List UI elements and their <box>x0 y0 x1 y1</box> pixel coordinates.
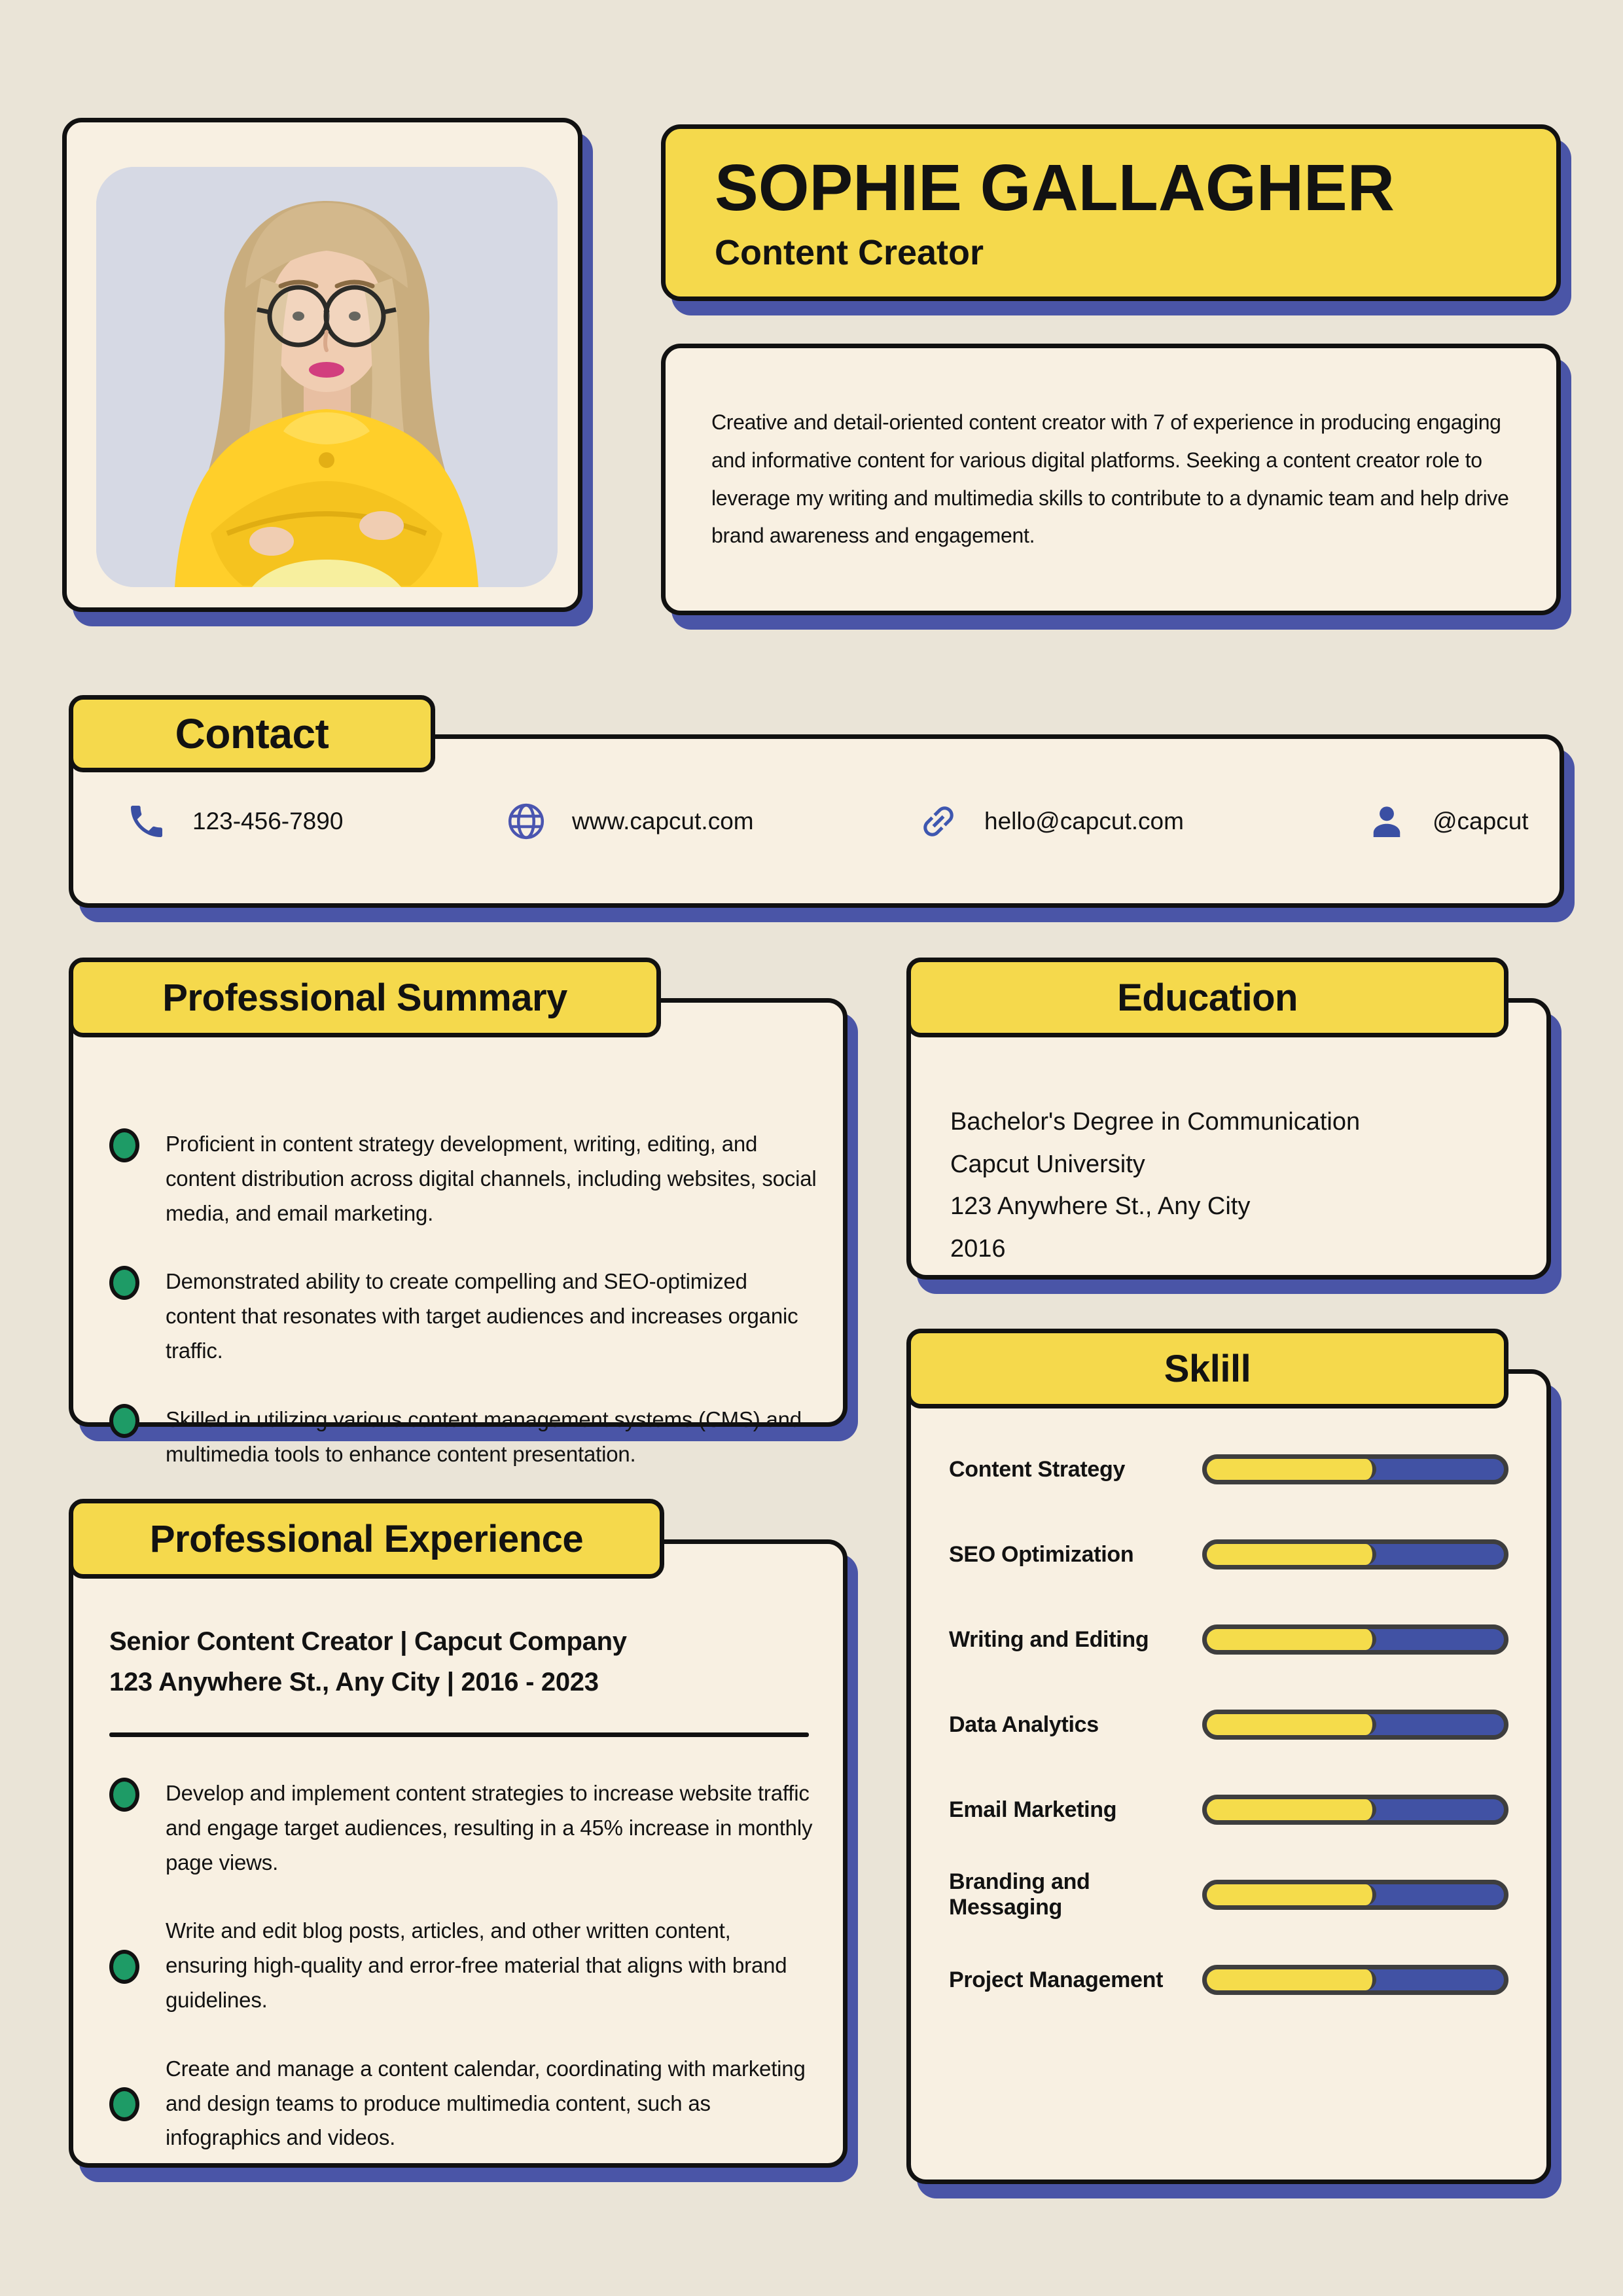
bullet-icon <box>109 1778 139 1812</box>
experience-heading: Professional Experience <box>149 1517 584 1560</box>
list-item <box>109 2052 817 2155</box>
contact-heading: Contact <box>175 710 329 757</box>
person-name: SOPHIE GALLAGHER <box>715 151 1395 224</box>
skills-tab <box>906 1329 1508 1408</box>
skill-label: Content Strategy <box>949 1456 1126 1482</box>
list-item <box>109 1403 817 1472</box>
skill-row <box>949 1869 1508 1920</box>
skill-bar-fill <box>1207 1459 1376 1480</box>
skill-label: Data Analytics <box>949 1712 1099 1737</box>
skill-row <box>949 1624 1508 1655</box>
skill-row <box>949 1709 1508 1740</box>
person-title: Content Creator <box>715 233 984 272</box>
bullet-text: Write and edit blog posts, articles, and other written content, ensuring high-quality and error-free material that aligns with brand guidelines. <box>166 1918 787 2012</box>
portrait-illustration <box>96 167 558 587</box>
professional-summary-heading: Professional Summary <box>162 976 567 1019</box>
contact-tab <box>69 695 435 772</box>
professional-summary-card <box>69 998 847 1466</box>
skill-label: Branding and Messaging <box>949 1869 1090 1920</box>
user-icon <box>1366 800 1408 842</box>
list-item <box>109 1914 817 2017</box>
name-banner <box>661 124 1561 301</box>
skill-label: SEO Optimization <box>949 1541 1134 1567</box>
education-address: 123 Anywhere St., Any City <box>950 1193 1251 1221</box>
education-degree: Bachelor's Degree in Communication <box>950 1108 1361 1136</box>
skill-bar-fill <box>1207 1629 1376 1650</box>
professional-summary-tab <box>69 958 661 1037</box>
website-value: www.capcut.com <box>572 807 754 834</box>
skill-row <box>949 1539 1508 1570</box>
divider <box>109 1732 809 1737</box>
skill-label: Email Marketing <box>949 1797 1117 1822</box>
contact-item-email <box>918 800 1184 842</box>
email-value: hello@capcut.com <box>984 807 1184 834</box>
education-school: Capcut University <box>950 1150 1145 1178</box>
experience-role: Senior Content Creator | Capcut Company <box>109 1627 627 1656</box>
skill-bar-fill <box>1207 1884 1376 1905</box>
list-item <box>109 1127 817 1230</box>
education-card <box>906 998 1551 1280</box>
skill-bar <box>1202 1710 1508 1740</box>
skill-bar <box>1202 1624 1508 1655</box>
contact-item-website <box>505 800 754 842</box>
skill-row <box>949 1454 1508 1485</box>
skills-card <box>906 1369 1551 2184</box>
phone-icon <box>126 800 168 842</box>
link-icon <box>918 800 959 842</box>
skill-bar-fill <box>1207 1799 1376 1820</box>
bullet-icon <box>109 2087 139 2121</box>
contact-item-social <box>1366 800 1529 842</box>
skills-heading: Sklill <box>1164 1347 1251 1390</box>
bullet-text: Develop and implement content strategies to increase website traffic and engage target audiences, resulting in a 45% increase in monthly page views. <box>166 1781 813 1874</box>
skill-bar-fill <box>1207 1714 1376 1735</box>
bullet-text: Proficient in content strategy development, writing, editing, and content distribution across digital channels, including websites, social media, and email marketing. <box>166 1132 817 1225</box>
bullet-text: Demonstrated ability to create compelling and SEO-optimized content that resonates with target audiences and increases organic traffic. <box>166 1269 798 1363</box>
skill-bar-fill <box>1207 1969 1376 1990</box>
summary-card <box>661 344 1561 615</box>
social-value: @capcut <box>1433 807 1529 834</box>
bullet-text: Skilled in utilizing various content management systems (CMS) and multimedia tools to enhance content presentation. <box>166 1407 802 1466</box>
education-tab <box>906 958 1508 1037</box>
skill-label: Project Management <box>949 1967 1164 1992</box>
photo-card <box>62 118 582 612</box>
skill-bar <box>1202 1880 1508 1910</box>
summary-text: Creative and detail-oriented content creator with 7 of experience in producing engaging and informative content for various digital platforms. Seeking a content creator role to leverage my writing and multimedia skills to contribute to a dynamic team and help drive brand awareness and engagement. <box>711 410 1509 548</box>
skill-row <box>949 1964 1508 1996</box>
phone-value: 123-456-7890 <box>192 807 344 834</box>
bullet-icon <box>109 1266 139 1300</box>
skill-row <box>949 1794 1508 1825</box>
skill-bar <box>1202 1454 1508 1484</box>
bullet-icon <box>109 1950 139 1984</box>
education-year: 2016 <box>950 1234 1006 1263</box>
list-item <box>109 1265 817 1368</box>
skill-bar <box>1202 1539 1508 1570</box>
experience-tab <box>69 1499 664 1579</box>
globe-icon <box>505 800 547 842</box>
experience-card <box>69 1539 847 2168</box>
skill-bar-fill <box>1207 1544 1376 1565</box>
skill-label: Writing and Editing <box>949 1626 1149 1652</box>
skill-bar <box>1202 1965 1508 1995</box>
profile-photo <box>96 167 558 587</box>
list-item <box>109 1776 817 1880</box>
experience-location-dates: 123 Anywhere St., Any City | 2016 - 2023 <box>109 1668 599 1696</box>
skill-bar <box>1202 1795 1508 1825</box>
bullet-icon <box>109 1128 139 1162</box>
education-heading: Education <box>1117 976 1298 1019</box>
bullet-text: Create and manage a content calendar, coordinating with marketing and design teams to produce multimedia content, such as infographics and videos. <box>166 2056 806 2150</box>
contact-item-phone <box>126 800 343 842</box>
bullet-icon <box>109 1404 139 1438</box>
